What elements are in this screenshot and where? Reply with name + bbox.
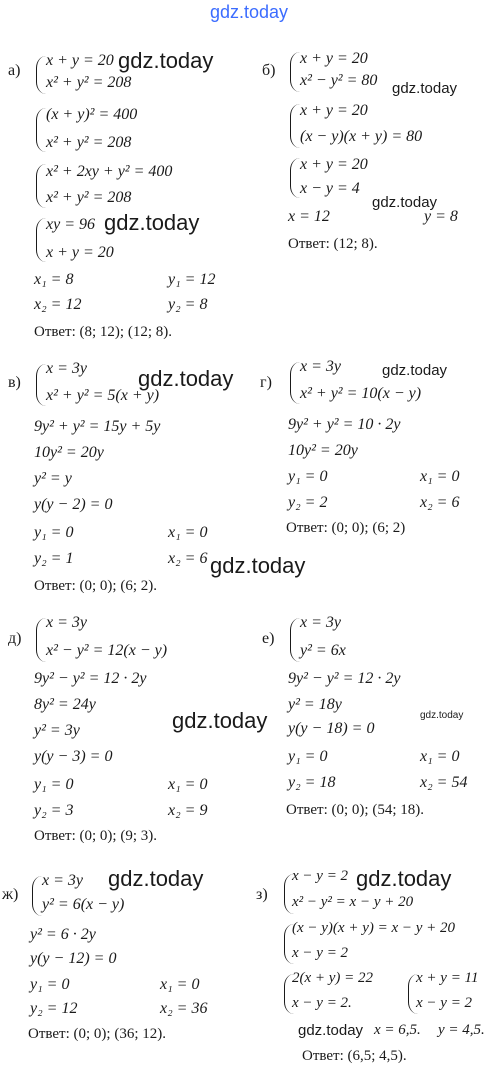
root-value: x₁ = 0 — [168, 776, 208, 793]
root-value: x₂ = 12 — [34, 296, 82, 313]
root-value: x = 6,5. — [374, 1022, 421, 1038]
root-value: y₁ = 0 — [34, 776, 74, 793]
root-value: y₂ = 1 — [34, 550, 74, 567]
answer: Ответ: (6,5; 4,5). — [302, 1048, 407, 1064]
equation-line: 9y² − y² = 12 · 2y — [34, 670, 147, 687]
equation-line: x − y = 2. — [292, 995, 352, 1011]
watermark: gdz.today — [138, 366, 234, 391]
equation-line: y² = y — [34, 470, 72, 487]
equation-line: y² = 18y — [288, 696, 342, 713]
equation-line: 10y² = 20y — [288, 442, 358, 459]
equation-line: x = 3y — [46, 360, 87, 377]
watermark: gdz.today — [372, 194, 438, 211]
watermark: gdz.today — [210, 553, 306, 578]
root-value: x₁ = 0 — [420, 748, 460, 765]
equation-line: 9y² + y² = 15y + 5y — [34, 418, 161, 435]
root-value: x₂ = 9 — [168, 802, 208, 819]
equation-line: x + y = 20 — [300, 156, 368, 173]
equation-line: x + y = 20 — [300, 102, 368, 119]
answer: Ответ: (0; 0); (6; 2). — [34, 578, 157, 594]
answer: Ответ: (8; 12); (12; 8). — [34, 324, 172, 340]
equation-line: x = 3y — [300, 614, 341, 631]
watermark: gdz.today — [420, 710, 464, 721]
equation-line: x² + y² = 208 — [46, 189, 132, 206]
equation-line: y² = 6(x − y) — [42, 896, 125, 913]
watermark: gdz.today — [356, 866, 452, 891]
watermark: gdz.today — [108, 866, 204, 891]
problem-label-a: а) — [8, 62, 21, 79]
root-value: y = 4,5. — [438, 1022, 485, 1038]
watermark: gdz.today — [104, 210, 200, 235]
equation-line: x² + 2xy + y² = 400 — [46, 163, 173, 180]
root-value: y₁ = 12 — [168, 271, 216, 288]
equation-line: y(y − 3) = 0 — [34, 748, 113, 765]
equation-line: x + y = 20 — [46, 244, 114, 261]
equation-line: (x + y)² = 400 — [46, 106, 138, 123]
equation-line: 2(x + y) = 22 — [292, 970, 374, 986]
equation-line: y² = 6x — [300, 642, 346, 659]
root-value: y₂ = 8 — [168, 296, 208, 313]
problem-label-v: в) — [8, 374, 21, 391]
equation-line: y(y − 12) = 0 — [30, 950, 117, 967]
root-value: y₂ = 3 — [34, 802, 74, 819]
answer: Ответ: (0; 0); (9; 3). — [34, 828, 157, 844]
root-value: y₁ = 0 — [288, 748, 328, 765]
equation-line: x + y = 20 — [300, 50, 368, 67]
answer: Ответ: (12; 8). — [288, 236, 378, 252]
watermark-top: gdz.today — [210, 2, 289, 22]
equation-line: 10y² = 20y — [34, 444, 104, 461]
equation-line: 8y² = 24y — [34, 696, 96, 713]
equation-line: x − y = 2 — [292, 868, 349, 884]
equation-line: x − y = 2 — [416, 995, 473, 1011]
watermark: gdz.today — [382, 362, 448, 379]
equation-line: (x − y)(x + y) = 80 — [300, 128, 423, 145]
watermark: gdz.today — [118, 48, 214, 73]
equation-line: x + y = 20 — [46, 52, 114, 69]
equation-line: x² − y² = 80 — [300, 72, 378, 89]
root-value: y₁ = 0 — [34, 524, 74, 541]
equation-line: x = 3y — [42, 872, 83, 889]
answer: Ответ: (0; 0); (36; 12). — [28, 1026, 166, 1042]
problem-label-e: е) — [262, 630, 275, 647]
root-value: x = 12 — [288, 208, 330, 225]
root-value: x₂ = 6 — [420, 494, 460, 511]
equation-line: y(y − 18) = 0 — [288, 720, 375, 737]
equation-line: x² + y² = 10(x − y) — [300, 385, 422, 402]
root-value: y = 8 — [424, 208, 458, 225]
root-value: x₁ = 0 — [160, 976, 200, 993]
equation-line: x = 3y — [300, 358, 341, 375]
equation-line: y² = 6 · 2y — [30, 926, 96, 943]
root-value: y₂ = 18 — [288, 774, 336, 791]
watermark: gdz.today — [392, 80, 458, 97]
answer: Ответ: (0; 0); (54; 18). — [286, 802, 424, 818]
equation-line: x² − y² = 12(x − y) — [46, 642, 168, 659]
root-value: y₁ = 0 — [288, 468, 328, 485]
root-value: y₂ = 2 — [288, 494, 328, 511]
watermark: gdz.today — [298, 1022, 364, 1039]
root-value: x₁ = 0 — [420, 468, 460, 485]
equation-line: x + y = 11 — [416, 970, 479, 986]
problem-label-g: г) — [260, 374, 272, 391]
equation-line: x − y = 2 — [292, 945, 349, 961]
problem-label-b: б) — [262, 62, 276, 79]
equation-line: y(y − 2) = 0 — [34, 496, 113, 513]
root-value: y₂ = 12 — [30, 1000, 78, 1017]
problem-label-zh: ж) — [2, 886, 19, 903]
equation-line: (x − y)(x + y) = x − y + 20 — [292, 920, 456, 936]
equation-line: x = 3y — [46, 614, 87, 631]
equation-line: x² + y² = 208 — [46, 134, 132, 151]
equation-line: y² = 3y — [34, 722, 80, 739]
problem-label-z: з) — [256, 886, 268, 903]
root-value: x₂ = 6 — [168, 550, 208, 567]
root-value: y₁ = 0 — [30, 976, 70, 993]
equation-line: 9y² + y² = 10 · 2y — [288, 416, 401, 433]
equation-line: x − y = 4 — [300, 180, 360, 197]
root-value: x₁ = 8 — [34, 271, 74, 288]
root-value: x₂ = 54 — [420, 774, 468, 791]
root-value: x₁ = 0 — [168, 524, 208, 541]
equation-line: x² − y² = x − y + 20 — [292, 894, 414, 910]
problem-label-d: д) — [8, 630, 22, 647]
watermark: gdz.today — [172, 708, 268, 733]
equation-line: 9y² − y² = 12 · 2y — [288, 670, 401, 687]
equation-line: x² + y² = 208 — [46, 74, 132, 91]
equation-line: x² + y² = 5(x + y) — [46, 387, 160, 404]
equation-line: xy = 96 — [46, 216, 95, 233]
root-value: x₂ = 36 — [160, 1000, 208, 1017]
answer: Ответ: (0; 0); (6; 2) — [286, 520, 406, 536]
